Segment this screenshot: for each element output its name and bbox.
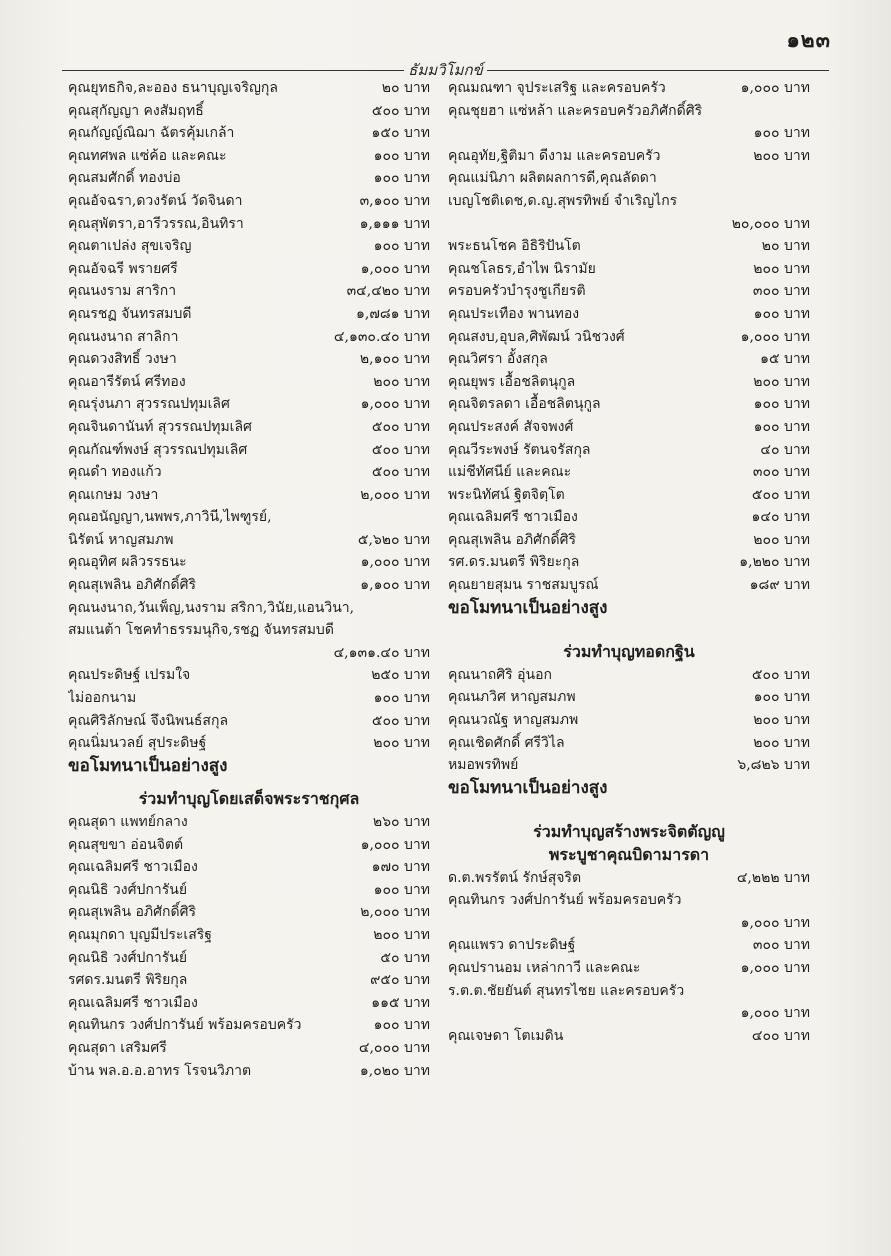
thanks-line xyxy=(448,777,810,800)
donation-amount: ๒,๑๐๐ บาท xyxy=(359,351,430,368)
donor-row xyxy=(448,280,810,303)
donor-row xyxy=(448,980,810,1003)
section-heading xyxy=(68,788,430,811)
donor-name: คุณทินกร วงศ์ปการันย์ พร้อมครอบครัว xyxy=(448,892,682,909)
donor-row xyxy=(448,889,810,912)
donation-amount: ๑๐๐ บาท xyxy=(753,418,810,435)
donor-name: คุณแม่นิภา ผลิตผลการดี,คุณลัดดา xyxy=(448,170,657,187)
donor-row xyxy=(68,947,430,970)
donor-name: คุณชโลธร,อำไพ นิรามัย xyxy=(448,260,596,277)
section-title-text: ธัมมวิโมกข์ xyxy=(404,61,487,79)
donor-row xyxy=(448,190,810,213)
donation-amount: ๒๐๐ บาท xyxy=(373,735,430,752)
donor-name: คุณวีระพงษ์ รัตนจรัสกุล xyxy=(448,441,591,458)
donation-amount: ๑,๐๐๐ บาท xyxy=(740,328,810,345)
donation-amount: ๒๐๐ บาท xyxy=(753,260,810,277)
donor-name: บ้าน พล.อ.อ.อาทร โรจนวิภาต xyxy=(68,1062,252,1079)
donor-name: คุณสุดา เสริมศรี xyxy=(68,1039,167,1056)
donor-row xyxy=(68,901,430,924)
donation-amount: ๓๔,๔๒๐ บาท xyxy=(346,283,430,300)
donor-row xyxy=(68,924,430,947)
thanks-text: ขอโมทนาเป็นอย่างสูง xyxy=(448,597,608,618)
donor-row xyxy=(68,834,430,857)
spacer xyxy=(448,619,810,630)
donor-name: คุณอารีรัตน์ ศรีทอง xyxy=(68,373,186,390)
section-heading-text: ร่วมทำบุญโดยเสด็จพระราชกุศล xyxy=(138,789,360,809)
donor-name: รศดร.มนตรี พิริยกุล xyxy=(68,972,188,989)
donor-name: คุณยุพร เอื้อชลิตนุกูล xyxy=(448,373,576,390)
donation-amount: ๑,๐๐๐ บาท xyxy=(740,914,810,931)
donor-name: คุณวิศรา อั้งสกุล xyxy=(448,351,548,368)
donor-name: พระนิทัศน์ ฐิตจิตฺโต xyxy=(448,486,565,503)
donor-row xyxy=(448,303,810,326)
donation-amount: ๑๐๐ บาท xyxy=(373,238,430,255)
donation-amount: ๕๐๐ บาท xyxy=(371,712,430,729)
thanks-line xyxy=(448,597,810,620)
donor-name: คุณอัจฉรี พรายศรี xyxy=(68,260,178,277)
donor-name: คุณรชฏ จันทรสมบดี xyxy=(68,305,192,322)
donor-name: รศ.ดร.มนตรี พิริยะกุล xyxy=(448,554,580,571)
donor-name: คุณประดิษฐ์ เปรมใจ xyxy=(68,667,191,684)
donation-amount: ๕๐๐ บาท xyxy=(371,441,430,458)
donor-name: คุณนวณัฐ หาญสมภพ xyxy=(448,712,579,729)
donor-name: คุณนาถศิริ อุ่นอก xyxy=(448,666,552,683)
donor-name: คุณจิตรลดา เอื้อชลิตนุกูล xyxy=(448,396,601,413)
donation-amount: ๖,๘๒๖ บาท xyxy=(737,757,810,774)
section-heading-text: พระบูชาคุณบิดามารดา xyxy=(548,845,710,864)
donor-row xyxy=(448,574,810,597)
donation-amount: ๑๐๐ บาท xyxy=(753,125,810,142)
donor-name: นิรัตน์ หาญสมภพ xyxy=(68,531,174,548)
donation-amount: ๒,๐๐๐ บาท xyxy=(360,904,430,921)
donor-row xyxy=(448,461,810,484)
donation-amount: ๔๐ บาท xyxy=(760,441,810,458)
donor-row xyxy=(68,213,430,236)
donor-row xyxy=(68,145,430,168)
donation-amount: ๔,๒๒๒ บาท xyxy=(736,869,810,886)
donor-row xyxy=(448,867,810,890)
donor-name: ร.ต.ต.ชัยยันต์ สุนทรไชย และครอบครัว xyxy=(448,982,685,999)
section-heading-text: ร่วมทำบุญทอดกฐิน xyxy=(563,642,695,662)
donation-amount: ๑,๐๐๐ บาท xyxy=(360,260,430,277)
donor-row xyxy=(448,934,810,957)
donor-row xyxy=(448,551,810,574)
donation-amount: ๓๐๐ บาท xyxy=(752,283,810,300)
donor-row xyxy=(448,732,810,755)
donor-row xyxy=(68,687,430,710)
donor-row xyxy=(68,190,430,213)
donor-name: เบญโชติเดช,ด.ญ.สุพรทิพย์ จำเริญไกร xyxy=(448,192,678,209)
donation-amount: ๒,๐๐๐ บาท xyxy=(360,486,430,503)
donor-name: คุณรุ่งนภา สุวรรณปทุมเลิศ xyxy=(68,396,230,413)
donor-row xyxy=(68,879,430,902)
donation-amount: ๑,๐๐๐ บาท xyxy=(740,1005,810,1022)
donor-row xyxy=(68,506,430,529)
donor-name: คุณมุกดา บุญมีประเสริฐ xyxy=(68,926,213,943)
donation-amount: ๒๐๐ บาท xyxy=(373,926,430,943)
donation-amount: ๔,๐๐๐ บาท xyxy=(358,1039,430,1056)
donor-row xyxy=(448,371,810,394)
donor-name: คุณมณฑา จุประเสริฐ และครอบครัว xyxy=(448,80,666,96)
donor-name: คุณนภวิศ หาญสมภพ xyxy=(448,689,576,706)
donation-amount: ๒๕๐ บาท xyxy=(371,667,430,684)
donation-amount: ๕๐ บาท xyxy=(380,949,430,966)
donor-row xyxy=(448,77,810,100)
donation-amount: ๑,๐๐๐ บาท xyxy=(740,959,810,976)
donor-row xyxy=(68,1014,430,1037)
donation-amount: ๑,๒๒๐ บาท xyxy=(739,554,810,571)
donor-row xyxy=(448,326,810,349)
donor-name: สมแนต้า โชคทำธรรมนุกิจ,รชฏ จันทรสมบดี xyxy=(68,622,334,639)
donor-row xyxy=(448,122,810,145)
donation-amount: ๑๕๐ บาท xyxy=(371,125,430,142)
donor-name: คุณเกษม วงษา xyxy=(68,486,159,503)
donation-amount: ๑,๑๐๐ บาท xyxy=(360,577,430,594)
page-number: ๑๒๓ xyxy=(786,27,831,52)
donor-name: คุณแพรว ดาประดิษฐ์ xyxy=(448,937,576,954)
donor-row xyxy=(448,912,810,935)
donor-row xyxy=(448,258,810,281)
donor-row xyxy=(448,167,810,190)
donor-name: คุณดวงสิทธิ์ วงษา xyxy=(68,351,177,368)
donor-row xyxy=(68,1037,430,1060)
thanks-text: ขอโมทนาเป็นอย่างสูง xyxy=(448,777,608,798)
donor-row xyxy=(68,122,430,145)
donation-amount: ๓๐๐ บาท xyxy=(752,464,810,481)
donor-name: ไม่ออกนาม xyxy=(68,690,137,707)
donor-name: คุณอุทิศ ผลิวรรธนะ xyxy=(68,554,187,571)
donor-name: คุณยายสุมน ราชสมบูรณ์ xyxy=(448,577,599,594)
donation-amount: ๑๐๐ บาท xyxy=(753,689,810,706)
donor-row xyxy=(448,393,810,416)
donor-name: คุณทศพล แซ่ค้อ และคณะ xyxy=(68,147,227,164)
donation-amount: ๑,๐๐๐ บาท xyxy=(360,554,430,571)
spacer xyxy=(448,799,810,810)
section-heading xyxy=(448,844,810,867)
donation-amount: ๑๐๐ บาท xyxy=(373,170,430,187)
donor-row xyxy=(68,969,430,992)
donor-name: คุณเฉลิมศรี ชาวเมือง xyxy=(68,859,198,876)
donor-row xyxy=(448,529,810,552)
donation-amount: ๕๐๐ บาท xyxy=(751,486,810,503)
donor-row xyxy=(68,642,430,665)
donor-row xyxy=(68,280,430,303)
donor-row xyxy=(448,145,810,168)
donor-name: คุณนิธิ วงศ์ปการันย์ xyxy=(68,881,188,898)
donor-row xyxy=(448,686,810,709)
donor-name: คุณเชิดศักดิ์ ศรีวิไล xyxy=(448,734,565,751)
donor-name: คุณประสงค์ สัจจพงศ์ xyxy=(448,418,574,435)
donor-name: คุณทินกร วงศ์ปการันย์ พร้อมครอบครัว xyxy=(68,1017,302,1034)
donation-amount: ๑๐๐ บาท xyxy=(753,396,810,413)
donor-row xyxy=(68,529,430,552)
donation-amount: ๑๔๐ บาท xyxy=(751,509,810,526)
donor-name: คุณนงราม สาริกา xyxy=(68,283,177,300)
donor-name: คุณสุขขา อ่อนจิตต์ xyxy=(68,836,184,853)
donor-row xyxy=(68,77,430,100)
donor-row xyxy=(68,484,430,507)
donation-amount: ๑๐๐ บาท xyxy=(373,147,430,164)
donation-amount: ๑,๐๐๐ บาท xyxy=(360,396,430,413)
donor-row xyxy=(68,258,430,281)
donor-row xyxy=(68,100,430,123)
donor-row xyxy=(448,439,810,462)
donor-row xyxy=(68,326,430,349)
donor-name: คุณสุเพลิน อภิศักดิ์ศิริ xyxy=(448,531,577,548)
donor-row xyxy=(68,619,430,642)
donor-row xyxy=(68,710,430,733)
donor-row xyxy=(68,235,430,258)
donor-name: คุณนิธิ วงศ์ปการันย์ xyxy=(68,949,188,966)
donor-name: คุณนงนาถ,วันเพ็ญ,นงราม สริกา,วินัย,แอนวินา, xyxy=(68,599,355,616)
section-heading xyxy=(448,821,810,844)
donor-name: พระธนโชค อิธิริปันโต xyxy=(448,238,581,255)
donor-row xyxy=(448,1025,810,1048)
donation-amount: ๑๘๙ บาท xyxy=(749,577,810,594)
donor-row xyxy=(68,732,430,755)
donor-name: คุณสุกัญญา คงสัมฤทธิ์ xyxy=(68,102,204,119)
donation-amount: ๒๐๐ บาท xyxy=(753,531,810,548)
donor-name: คุณกัณฑ์พงษ์ สุวรรณปทุมเลิศ xyxy=(68,441,248,458)
donation-amount: ๑๐๐ บาท xyxy=(373,1017,430,1034)
donor-name: คุณอนัญญา,นพพร,ภาวินี,ไพฑูรย์, xyxy=(68,509,272,526)
donor-name: คุณตาเปล่ง สุขเจริญ xyxy=(68,238,192,255)
donation-amount: ๑๐๐ บาท xyxy=(373,881,430,898)
donation-amount: ๒๐,๐๐๐ บาท xyxy=(731,215,810,232)
donor-row xyxy=(68,664,430,687)
donor-row xyxy=(448,709,810,732)
donor-name: คุณสุเพลิน อภิศักดิ์ศิริ xyxy=(68,577,197,594)
donor-row xyxy=(448,348,810,371)
left-column xyxy=(68,77,430,1082)
donor-row xyxy=(68,461,430,484)
donor-name: คุณนิ่มนวลย์ สุประดิษฐ์ xyxy=(68,735,207,752)
donor-name: คุณชุยฮา แซ่หล้า และครอบครัวอภิศักดิ์ศิริ xyxy=(448,102,703,119)
donation-amount: ๑,๗๘๑ บาท xyxy=(356,305,430,322)
donor-row xyxy=(448,1002,810,1025)
donation-amount: ๑๐๐ บาท xyxy=(373,690,430,707)
donor-row xyxy=(448,235,810,258)
donor-name: คุณเฉลิมศรี ชาวเมือง xyxy=(448,509,578,526)
donor-row xyxy=(448,664,810,687)
donor-row xyxy=(448,506,810,529)
donor-row xyxy=(448,957,810,980)
spacer xyxy=(448,810,810,821)
donation-amount: ๒๐๐ บาท xyxy=(753,147,810,164)
donor-name: คุณประเทือง พานทอง xyxy=(448,305,580,322)
donation-amount: ๕,๖๒๐ บาท xyxy=(357,531,430,548)
donor-row xyxy=(68,371,430,394)
donor-name: คุณอัจฉรา,ดวงรัตน์ วัดจินดา xyxy=(68,192,243,209)
donor-row xyxy=(448,416,810,439)
donor-row xyxy=(68,856,430,879)
donor-name: คุณปรานอม เหล่ากาวี และคณะ xyxy=(448,959,641,976)
donation-amount: ๕๐๐ บาท xyxy=(751,666,810,683)
donation-amount: ๓,๑๐๐ บาท xyxy=(359,192,430,209)
donation-amount: ๒๐๐ บาท xyxy=(753,712,810,729)
donor-name: คุณศิริลักษณ์ จึงนิพนธ์สกุล xyxy=(68,712,229,729)
donor-name: คุณดำ ทองแก้ว xyxy=(68,464,162,481)
thanks-text: ขอโมทนาเป็นอย่างสูง xyxy=(68,755,228,776)
donor-name: คุณสุพัตรา,อารีวรรณ,อินทิรา xyxy=(68,215,244,232)
donor-row xyxy=(68,574,430,597)
donation-amount: ๑๗๐ บาท xyxy=(371,859,430,876)
donation-amount: ๒๐๐ บาท xyxy=(753,373,810,390)
donor-name: หมอพรทิพย์ xyxy=(448,757,519,774)
donor-row xyxy=(68,416,430,439)
donor-name: คุณสุเพลิน อภิศักดิ์ศิริ xyxy=(68,904,197,921)
donor-name: แม่ชีทัศนีย์ และคณะ xyxy=(448,464,572,481)
donation-amount: ๑,๐๐๐ บาท xyxy=(360,836,430,853)
donation-amount: ๑๕ บาท xyxy=(760,351,810,368)
donation-amount: ๕๐๐ บาท xyxy=(371,418,430,435)
donor-row xyxy=(68,597,430,620)
section-heading-text: ร่วมทำบุญสร้างพระจิตตัญญู xyxy=(533,822,725,842)
spacer xyxy=(68,777,430,788)
donation-amount: ๕๐๐ บาท xyxy=(371,102,430,119)
donation-amount: ๒๐ บาท xyxy=(761,238,810,255)
donation-amount: ๑,๐๒๐ บาท xyxy=(359,1062,430,1079)
donation-amount: ๒๐ บาท xyxy=(381,80,430,96)
donation-amount: ๔,๑๓๑.๔๐ บาท xyxy=(333,644,430,661)
donation-amount: ๑๐๐ บาท xyxy=(753,305,810,322)
donation-amount: ๔,๑๓๐.๔๐ บาท xyxy=(333,328,430,345)
donation-amount: ๑,๐๐๐ บาท xyxy=(740,80,810,96)
donor-row xyxy=(448,213,810,236)
donor-name: คุณสุดา แพทย์กลาง xyxy=(68,814,188,830)
donation-amount: ๒๐๐ บาท xyxy=(373,373,430,390)
donor-name: คุณเฉลิมศรี ชาวเมือง xyxy=(68,994,198,1011)
donor-name: คุณกัญญ์ณิฌา ฉัตรคุ้มเกล้า xyxy=(68,125,235,142)
donor-name: ครอบครัวบำรุงชูเกียรติ xyxy=(448,283,586,300)
thanks-line xyxy=(68,755,430,778)
donation-amount: ๓๐๐ บาท xyxy=(752,937,810,954)
right-column xyxy=(448,77,810,1047)
donor-row xyxy=(68,992,430,1015)
donor-row xyxy=(68,167,430,190)
donor-row xyxy=(448,484,810,507)
donation-amount: ๙๕๐ บาท xyxy=(370,972,430,989)
donor-row xyxy=(448,100,810,123)
donation-amount: ๑,๑๑๑ บาท xyxy=(359,215,430,232)
donor-name: คุณยุทธกิจ,ละออง ธนาบุญเจริญกุล xyxy=(68,80,278,96)
donor-row xyxy=(68,303,430,326)
donation-amount: ๕๐๐ บาท xyxy=(371,464,430,481)
donor-name: คุณจินดานันท์ สุวรรณปทุมเลิศ xyxy=(68,418,252,435)
donor-row xyxy=(448,754,810,777)
donation-amount: ๑๑๕ บาท xyxy=(371,994,430,1011)
donor-name: คุณอุทัย,ฐิติมา ดีงาม และครอบครัว xyxy=(448,147,661,164)
section-heading xyxy=(448,641,810,664)
donor-row xyxy=(68,551,430,574)
donor-name: คุณสมศักดิ์ ทองบ่อ xyxy=(68,170,181,187)
donor-row xyxy=(68,811,430,834)
donation-amount: ๔๐๐ บาท xyxy=(751,1027,810,1044)
donor-name: คุณสงบ,อุบล,ศิพัฒน์ วนิชวงศ์ xyxy=(448,328,625,345)
donor-name: ด.ต.พรรัตน์ รักษ์สุจริต xyxy=(448,869,582,886)
donor-row xyxy=(68,348,430,371)
donor-row xyxy=(68,1060,430,1083)
donor-name: คุณนงนาถ สาลิกา xyxy=(68,328,179,345)
donor-name: คุณเจษดา โตเมดิน xyxy=(448,1027,564,1044)
spacer xyxy=(448,630,810,641)
donor-row xyxy=(68,393,430,416)
donation-amount: ๒๐๐ บาท xyxy=(753,734,810,751)
donation-amount: ๒๖๐ บาท xyxy=(372,814,430,830)
donor-row xyxy=(68,439,430,462)
